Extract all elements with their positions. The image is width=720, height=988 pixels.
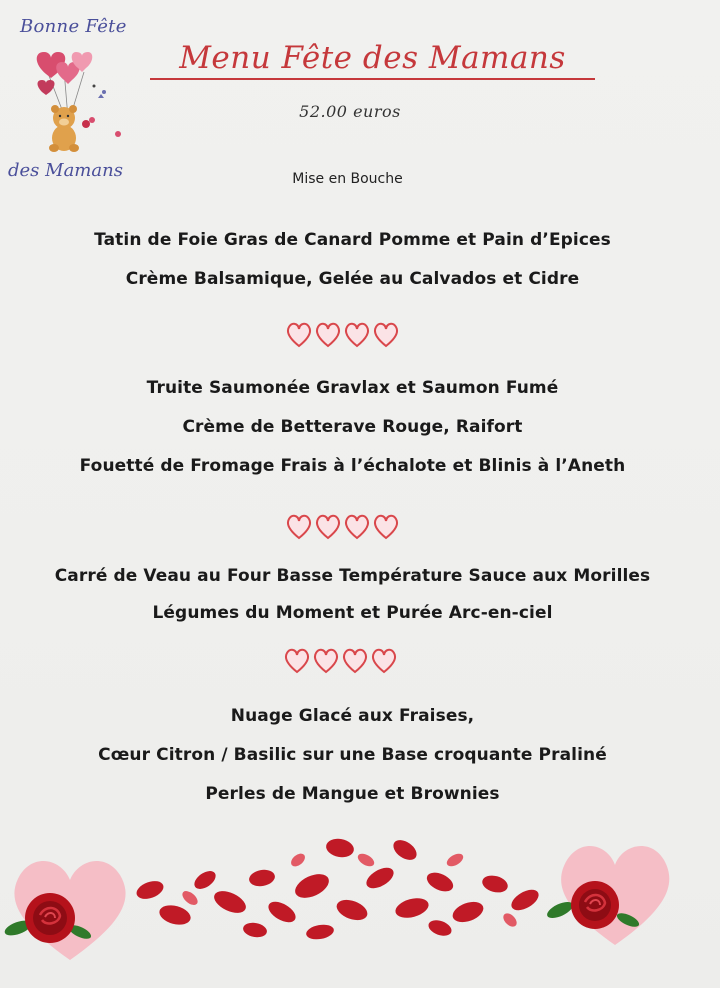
logo-top-text: Bonne Fête — [20, 16, 127, 37]
heart-outline-icon — [286, 650, 308, 672]
course-4-line-1: Nuage Glacé aux Fraises, — [230, 706, 475, 726]
heart-outline-icon — [317, 516, 339, 538]
course-4-line-3: Perles de Mangue et Brownies — [205, 784, 500, 804]
heart-outline-icon — [373, 650, 395, 672]
heart-outline-icon — [375, 516, 397, 538]
heart-divider-1 — [284, 320, 404, 354]
course-2-line-3: Fouetté de Fromage Frais à l’échalote et Blinis à l’Aneth — [79, 456, 626, 476]
logo-bottom-text: des Mamans — [8, 160, 123, 181]
menu-price: 52.00 euros — [299, 102, 401, 121]
course-3-line-1: Carré de Veau au Four Basse Température Sauce aux Morilles — [54, 566, 651, 586]
course-1-line-2: Crème Balsamique, Gelée au Calvados et Cidre — [125, 269, 580, 289]
course-1-line-1: Tatin de Foie Gras de Canard Pomme et Pain d’Epices — [94, 230, 611, 250]
title-underline — [150, 78, 595, 80]
amuse-bouche-label: Mise en Bouche — [292, 171, 403, 187]
heart-divider-2 — [284, 512, 404, 546]
course-2-line-1: Truite Saumonée Gravlax et Saumon Fumé — [146, 378, 559, 398]
heart-outline-icon — [344, 650, 366, 672]
course-4-line-2: Cœur Citron / Basilic sur une Base croquante Praliné — [98, 745, 607, 765]
course-3-line-2: Légumes du Moment et Purée Arc-en-ciel — [152, 603, 553, 623]
heart-divider-3 — [282, 646, 402, 680]
heart-outline-icon — [346, 324, 368, 346]
heart-outline-icon — [288, 516, 310, 538]
heart-outline-icon — [375, 324, 397, 346]
heart-outline-icon — [315, 650, 337, 672]
teddy-bear-balloons-icon — [24, 40, 134, 160]
heart-outline-icon — [288, 324, 310, 346]
menu-title: Menu Fête des Mamans — [179, 40, 566, 76]
heart-outline-icon — [317, 324, 339, 346]
logo — [0, 0, 150, 190]
course-2-line-2: Crème de Betterave Rouge, Raifort — [182, 417, 523, 437]
rose-petals-decoration — [0, 820, 720, 988]
heart-outline-icon — [346, 516, 368, 538]
